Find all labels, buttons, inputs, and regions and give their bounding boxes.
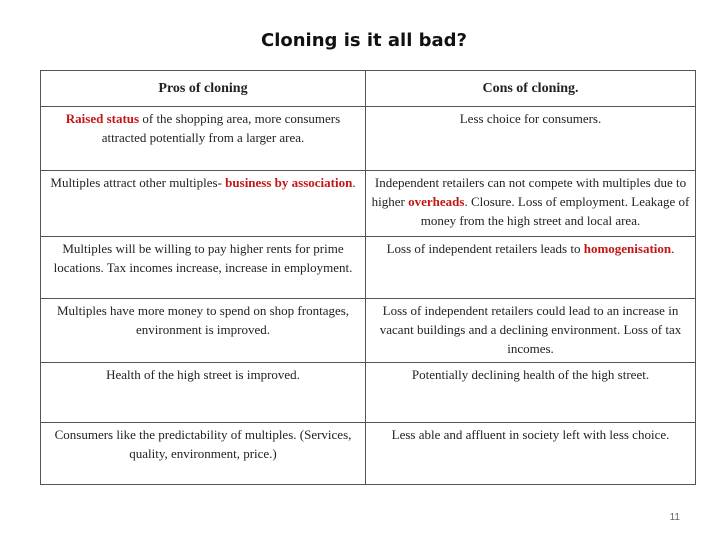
cell-text: Loss of independent retailers could lead to an increase in vacant buildings and a declining environment. Loss of tax incomes. (379, 303, 682, 356)
cell-text: Consumers like the predictability of multiples. (Services, quality, environment, price.) (54, 427, 352, 461)
pro-cell (41, 237, 366, 299)
highlighted-term: Raised status (65, 111, 140, 126)
table-row (41, 237, 696, 299)
page-number: 11 (669, 512, 680, 523)
cell-text: . Closure. Loss of employment. Leakage of money from the high street and local area. (420, 194, 690, 228)
pros-header: Pros of cloning (41, 71, 366, 107)
cell-text: Multiples have more money to spend on shop frontages, environment is improved. (56, 303, 350, 337)
cell-text: Potentially declining health of the high street. (411, 367, 650, 382)
cell-text: of the shopping area, more consumers attracted potentially from a larger area. (101, 111, 341, 145)
con-cell (366, 423, 696, 485)
con-cell (366, 299, 696, 363)
table-row (41, 107, 696, 171)
con-cell (366, 237, 696, 299)
table-header-row (41, 71, 696, 107)
table-row (41, 363, 696, 423)
highlighted-term: overheads (408, 194, 465, 209)
pro-cell (41, 107, 366, 171)
con-cell (366, 171, 696, 237)
pro-cell (41, 423, 366, 485)
cell-text: Multiples attract other multiples- (50, 175, 226, 190)
cell-text: Health of the high street is improved. (106, 367, 300, 382)
cell-text: Less able and affluent in society left with less choice. (391, 427, 670, 442)
pro-cell (41, 299, 366, 363)
table-row (41, 423, 696, 485)
highlighted-term: homogenisation (583, 241, 672, 256)
cell-text: Loss of independent retailers leads to (386, 241, 584, 256)
pros-cons-table (40, 70, 696, 485)
cons-header: Cons of cloning. (366, 71, 696, 107)
cell-text: Independent retailers can not compete with multiples due to higher (371, 175, 687, 209)
cell-text: . (352, 175, 356, 190)
cell-text: Less choice for consumers. (459, 111, 602, 126)
cell-text: . (671, 241, 675, 256)
con-cell (366, 107, 696, 171)
table-row (41, 171, 696, 237)
con-cell (366, 363, 696, 423)
table-row (41, 299, 696, 363)
slide-title: Cloning is it all bad? (261, 30, 467, 51)
pro-cell (41, 363, 366, 423)
highlighted-term: business by association (225, 175, 353, 190)
cell-text: Multiples will be willing to pay higher rents for prime locations. Tax incomes increase, increase in employment. (53, 241, 353, 275)
pro-cell (41, 171, 366, 237)
